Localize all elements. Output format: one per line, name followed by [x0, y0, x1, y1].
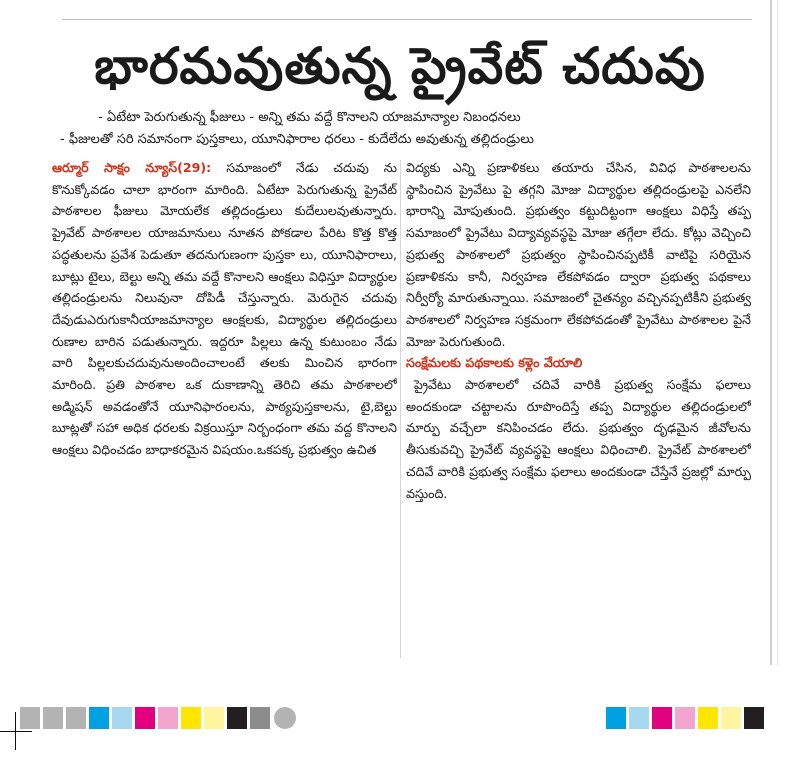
column-divider	[400, 160, 401, 658]
registration-swatch	[135, 707, 155, 729]
registration-swatch	[43, 707, 63, 729]
registration-swatch	[721, 707, 741, 729]
registration-swatch	[250, 707, 270, 729]
page-edge-rule-inner	[777, 0, 778, 665]
article-body-left: సమాజంలో నేడు చదువు ను కొనుక్కోవడం చాలా భారంగా మారింది. ఏటేటా పెరుగుతున్న ప్రైవేట్ పాఠశాలల ఫీజులు మోయలేక తల్లిదండ్రులు కుదేలులవుతున్నారు. ప్రైవేట్ పాఠశాలల యాజమానులు నూతన పోకడాల పేరిట కొత్త కొత్త పద్ధతులను ప్రవేశ పెడుతూ తదనుగుణంగా పుస్తకా లు, యూనిఫారాలు, బూట్లు టైలు, బెల్టు అన్ని తమ వద్దే కొనాలని ఆంక్షలు విధిస్తూ విద్యార్థుల తల్లిదండ్రులను నిలువునా దోపిడీ చేస్తున్నారు. మెరుగైన చదువు దేవుడుఎరుగుకానీయాజమాన్యాల ఆంక్షలకు, విద్యార్థుల తల్లిదండ్రులు రుణాల బారిన పడుతున్నారు. ఇద్దరూ పిల్లలు ఉన్న కుటుంబం నేడు వారి పిల్లలకుచదువునుఅందించాలంటే తలకు మించిన భారంగా మారింది. ప్రతి పాఠశాల ఒక దుకాణాన్ని తెరిచి తమ పాఠశాలలో అడ్మిషన్ అవడంతోనే యూనిఫారంలను, పాఠ్యపుస్తకాలను, టై,బెల్టు బూట్లతో సహా అధిక ధరలకు విక్రయిస్తూ నిర్బంధంగా తమ వద్ద కొనాలని ఆంక్షలు విధించడం బాధాకరమైన విషయం.ఒకపక్క ప్రభుత్వం ఉచిత	[52, 160, 397, 458]
article-column-left	[52, 157, 397, 662]
registration-swatch	[227, 707, 247, 729]
registration-swatch	[652, 707, 672, 729]
crop-mark-vertical	[15, 712, 16, 750]
registration-swatch	[20, 707, 40, 729]
article-body-right: విద్యకు ఎన్ని ప్రణాళికలు తయారు చేసిన, వివిధ పాఠశాలలను స్థాపించిన ప్రైవేటు పై తగ్గని మోజు విద్యార్థుల తల్లిదండ్రులపై ఎనలేని భారాన్ని మోపుతుంది. ప్రభుత్వం కట్టుదిట్టంగా ఆంక్షలు విధిస్తే తప్ప సమాజంలో ప్రైవేటు విద్యావ్యవస్థపై మోజు తగ్గేలా లేదు. కోట్లు వెచ్చించి ప్రభుత్వ పాఠశాలలో ప్రభుత్వం స్థాపించినప్పటికీ వాటిపై సరియైన ప్రణాళికను కానీ, నిర్వహణ లేకపోవడం ద్వారా ప్రభుత్వ పథకాలు నిర్వీర్యో మారుతున్నాయి. సమాజంలో చైతన్యం వచ్చినప్పటికీని ప్రభుత్వ పాఠశాలలో నిర్వహణ సక్రమంగా లేకపోవడంతో ప్రైవేటు పాఠశాలల పైనే మోజు పెరుగుతుంది.	[406, 160, 751, 349]
top-rule	[62, 19, 752, 20]
color-registration-bar-right	[606, 707, 767, 729]
dateline: ఆర్మూర్ సాక్షం న్యూస్(29):	[52, 160, 212, 175]
registration-swatch	[158, 707, 178, 729]
registration-swatch	[744, 707, 764, 729]
registration-swatch	[181, 707, 201, 729]
subheadline-2: - ఫీజులతో సరి సమానంగా పుస్తకాలు, యూనిఫారాల ధరలు - కుదేలేదు అవుతున్న తల్లిదండ్రులు	[60, 132, 534, 147]
registration-swatch	[112, 707, 132, 729]
color-registration-bar-left	[20, 707, 296, 729]
registration-swatch	[89, 707, 109, 729]
page-edge-rule	[770, 0, 772, 665]
registration-swatch	[204, 707, 224, 729]
article-column-right	[406, 157, 751, 662]
article-subheading: సంక్షేమలకు పథకాలకు కళ్లెం వేయాలి	[406, 355, 583, 371]
registration-swatch	[698, 707, 718, 729]
registration-swatch	[629, 707, 649, 729]
registration-circle	[274, 707, 296, 729]
registration-swatch	[66, 707, 86, 729]
registration-swatch	[606, 707, 626, 729]
crop-mark-horizontal	[0, 731, 32, 732]
article-body-right-2: ప్రైవేటు పాఠశాలలో చదివే వారికి ప్రభుత్వ సంక్షేమ ఫలాలు అందకుండా చట్టాలను రూపొందిస్తే తప్ప విద్యార్థుల తల్లిదండ్రులలో మార్పు వచ్చేలా కనిపించడం లేదు. ప్రభుత్వం దృఢమైన జీవోలను తీసుకువచ్చి ప్రైవేట్ వ్యవస్థపై ఆంక్షలు విధించాలి. ప్రైవేట్ పాఠశాలలో చదివే వారికి ప్రభుత్వ సంక్షేమ ఫలాలు అందకుండా చేస్తేనే ప్రజల్లో మార్పు వస్తుంది.	[406, 377, 751, 501]
registration-swatch	[675, 707, 695, 729]
subheadline-1: - ఏటేటా పెరుగుతున్న ఫీజులు - అన్ని తమ వద్దే కొనాలని యాజమాన్యాల నిబంధనలు	[98, 110, 521, 125]
headline: భారమవుతున్న ప్రైవేట్ చదువు	[94, 37, 706, 95]
